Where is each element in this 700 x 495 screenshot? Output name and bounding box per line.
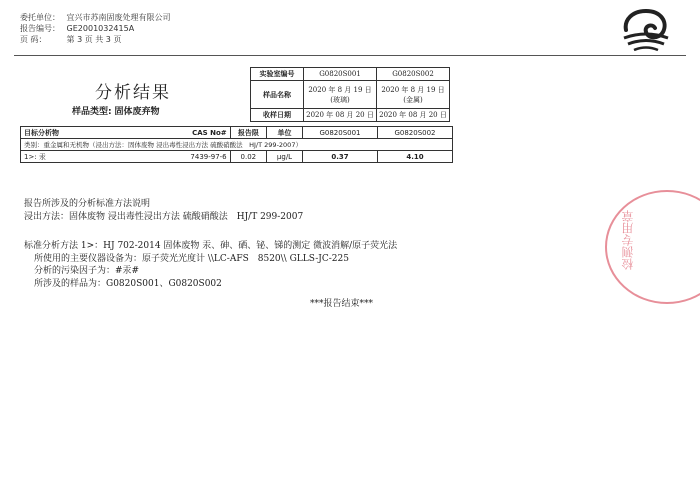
cell-limit: 0.02 <box>230 151 266 163</box>
category-text: 类别：重金属和无机物（浸出方法：固体废物 浸出毒性浸出方法 硫酸硝酸法 HJ/T 299-2007） <box>21 139 453 151</box>
lab-no-label: 实验室编号 <box>251 68 304 81</box>
cell-sample-1: 0.37 <box>302 151 377 163</box>
company-logo <box>616 8 676 58</box>
notes-standard-method: 标准分析方法 1>：HJ 702-2014 固体废物 汞、砷、硒、铋、锑的测定 微波消解/原子荧光法 <box>24 241 398 251</box>
sample-type-label: 样品类型: <box>72 107 112 117</box>
notes-samples: 所涉及的样品为：G0820S001、G0820S002 <box>34 278 222 289</box>
notes-pollutant-factor: 分析的污染因子为：#汞# <box>34 266 140 276</box>
lab-no-1: G0820S001 <box>304 68 377 81</box>
sample-name-2: 2020 年 8 月 19 日(金属) <box>377 81 450 109</box>
col-sample-2: G0820S002 <box>377 127 452 139</box>
notes-heading: 报告所涉及的分析标准方法说明 <box>24 199 151 209</box>
page-line <box>20 34 171 45</box>
receive-date-1: 2020 年 08 月 20 日 <box>304 109 377 122</box>
table-header-row <box>21 127 453 139</box>
table-row <box>21 151 453 163</box>
col-analyte: 目标分析物 <box>21 127 132 139</box>
page-title: 分析结果 <box>95 83 171 103</box>
analysis-notes <box>24 240 397 290</box>
cell-unit: μg/L <box>267 151 303 163</box>
inspection-seal <box>605 190 700 304</box>
page-value: 第 3 页 共 3 页 <box>66 35 122 44</box>
sample-meta-table <box>250 67 450 122</box>
method-notes <box>24 198 303 223</box>
col-unit: 单位 <box>267 127 303 139</box>
col-cas: CAS No# <box>132 127 230 139</box>
header-block <box>20 12 171 45</box>
notes-instrument: 所使用的主要仪器设备为：原子荧光光度计 \\LC-AFS 8520\\ GLLS-JC-225 <box>34 253 349 264</box>
swirl-logo-icon <box>616 8 676 54</box>
sample-type-value: 固体废弃物 <box>114 107 160 117</box>
report-number-value: GE2001032415A <box>66 24 135 33</box>
receive-date-label: 收样日期 <box>251 109 304 122</box>
notes-leach-method: 浸出方法：固体废物 浸出毒性浸出方法 硫酸硝酸法 HJ/T 299-2007 <box>24 211 304 222</box>
page-label: 页 码： <box>20 35 47 44</box>
sample-type <box>72 104 160 117</box>
client-line <box>20 12 171 23</box>
col-limit: 报告限 <box>230 127 266 139</box>
col-sample-1: G0820S001 <box>302 127 377 139</box>
client-value: 宜兴市苏南固废处理有限公司 <box>66 13 171 22</box>
cell-sample-2: 4.10 <box>377 151 452 163</box>
report-number-label: 报告编号： <box>20 24 60 33</box>
report-number-line <box>20 23 171 34</box>
cell-analyte: 1>: 汞 <box>21 151 132 163</box>
category-row <box>21 139 453 151</box>
sample-name-1: 2020 年 8 月 19 日(玻璃) <box>304 81 377 109</box>
sample-name-label: 样品名称 <box>251 81 304 109</box>
receive-date-2: 2020 年 08 月 20 日 <box>377 109 450 122</box>
results-table <box>20 126 453 163</box>
header-divider <box>14 55 686 56</box>
lab-no-2: G0820S002 <box>377 68 450 81</box>
cell-cas: 7439-97-6 <box>132 151 230 163</box>
client-label: 委托单位： <box>20 13 60 22</box>
seal-text: 检测专用章 <box>621 210 635 270</box>
report-end: ***报告结束*** <box>310 299 374 309</box>
